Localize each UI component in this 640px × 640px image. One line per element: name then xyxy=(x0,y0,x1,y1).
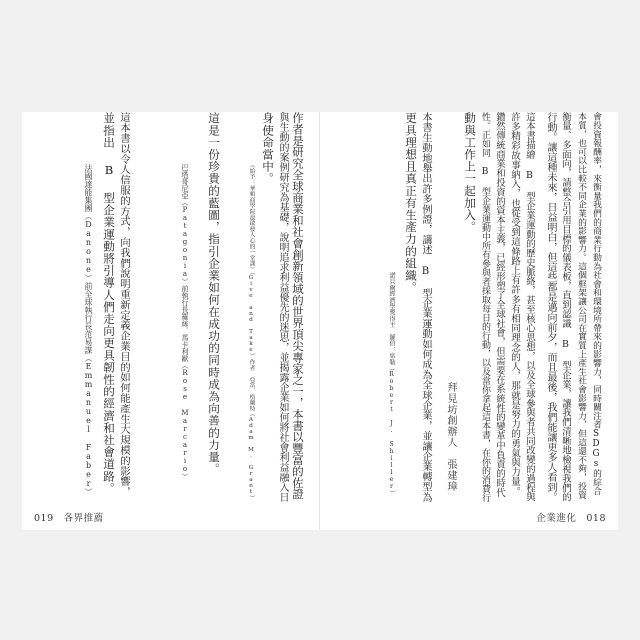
left-page xyxy=(22,112,320,530)
book-spread xyxy=(22,112,618,530)
page-folio: 企業進化 018 xyxy=(536,513,606,524)
paragraph-line: 會投資報酬率，來衡量我們的商業行動為社會和環境所帶來的影響力，同時關注者SDGs的綜合 xyxy=(591,112,601,496)
paragraph-line: 這是一份珍貴的藍圖，指引企業如何在成功的同時成為向善的力量。 xyxy=(207,112,221,475)
right-page xyxy=(320,112,618,530)
paragraph-line: 作者是研究全球商業和社會創新領域的世界頂尖專家之一，本書以豐富的佐證 xyxy=(291,112,305,500)
endorsement-signature: 法國達能集團（Danone）前全球執行長范易謀（Emmanuel Faber） xyxy=(84,164,93,496)
paragraph-line: 動與工作上一起加入。 xyxy=(463,112,477,233)
paragraph-line: 更具理想且真正有生產力的組織。 xyxy=(404,112,418,294)
endorsement-signature: 巴塔哥尼亞（Patagonia）前執行長羅絲．馬卡利歐（Rose Marcario） xyxy=(181,164,189,480)
paragraph-line: 並指出 B 型企業運動將引導人們走向更具韌性的經濟和社會道路。 xyxy=(102,112,116,495)
paragraph-line: 本書生動地舉出許多例證，講述 B 型企業運動如何成為全球企業，並讓企業轉型為 xyxy=(420,112,431,502)
paragraph-line: 本質，也可以比較不同企業的影響力。這個框架讓公司在實質上產生社會影響力，但這還不夠，投資 xyxy=(576,112,586,500)
paragraph-line: 與生動的案例研究為基礎，說明追求利益優先的迷思，並揭露企業如何將社會利益融入日 xyxy=(277,112,288,502)
endorsement-signature: 《給予：華頓商學院最啟發人心的一堂課》（Give and Take）作者 亞當．格蘭特（Adam M. Grant） xyxy=(248,162,254,501)
paragraph-line: 行動。讓這種未來，日益明白，但這些都是邁向前夕，而且最後，我們能讓更多人看到。 xyxy=(545,112,556,502)
paragraph-line: 許多精彩故事納入，也從受到這條路上有許多有相同理念的人，那就是努力的勇氣與力量。 xyxy=(509,112,520,496)
paragraph-line: 鑽然傳統商業和投資的資本主義，已經形塑了全球社會，但需要在系統性的變革中負責的時代 xyxy=(494,112,505,497)
endorsement-signature: 拜見坊創辦人 張建璋 xyxy=(445,382,456,492)
paragraph-line: 這本書描繪 B 型企業運動的歷史脈絡，甚至核心思想，以及全球參與者共同改變的過程與 xyxy=(524,112,535,502)
paragraph-line: 衡量、多面向，請整合引用目標的儀表板，直到認識 B 型企業，讓我們清晰地檢視我們的 xyxy=(560,112,571,502)
paragraph-line: 身使命當中。 xyxy=(261,112,275,185)
endorsement-signature: 諾貝爾經濟學獎得主 羅伯．席勒（Robert J. Shiller） xyxy=(388,272,395,497)
page-folio: 019 各界推薦 xyxy=(34,513,104,524)
paragraph-line: 性。正如同 B 型企業運動中所有參與者採取每日的行動，以及當你拿起這本書，在你的消費行 xyxy=(480,112,490,502)
paragraph-line: 這本書以令人信服的方式，向我們說明重新定義企業目的如何能產生大規模的影響， xyxy=(118,112,130,497)
